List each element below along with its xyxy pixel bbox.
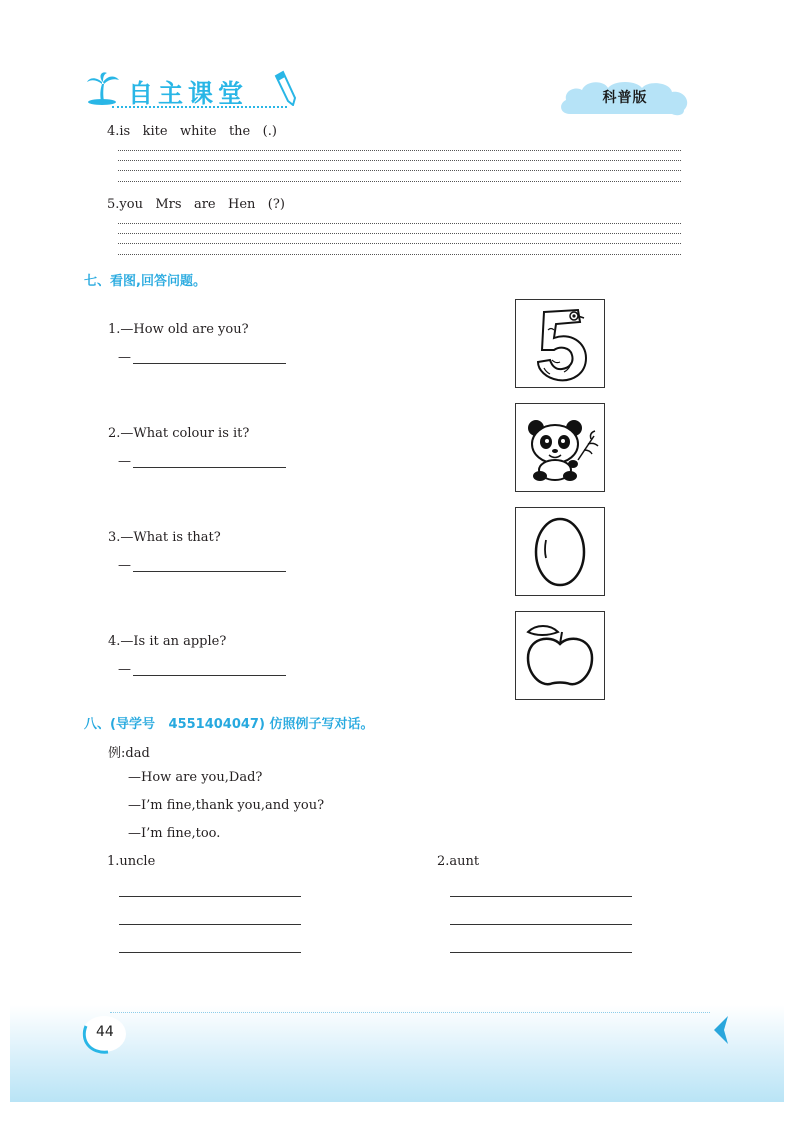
writing-line[interactable] [118, 254, 681, 255]
palm-tree-icon [85, 70, 123, 108]
picture-frame [515, 611, 605, 700]
section-7-title: 七、看图,回答问题。 [84, 274, 206, 289]
task-label-uncle: 1.uncle [107, 854, 156, 869]
answer-line[interactable] [133, 363, 286, 364]
example-line: —I’m fine,too. [128, 826, 221, 841]
answer-line[interactable] [133, 675, 286, 676]
answer-line[interactable] [119, 896, 301, 897]
writing-line[interactable] [118, 181, 681, 182]
page-number: 44 [96, 1024, 114, 1040]
writing-line[interactable] [118, 150, 681, 151]
writing-line[interactable] [118, 223, 681, 224]
writing-line[interactable] [118, 170, 681, 171]
question-text: 3.—What is that? [108, 530, 221, 545]
edition-badge: 科普版 [602, 90, 648, 106]
answer-dash: — [118, 350, 131, 365]
writing-line[interactable] [118, 160, 681, 161]
picture-frame [515, 507, 605, 596]
example-line: —How are you,Dad? [128, 770, 263, 785]
example-label: 例:dad [108, 746, 150, 761]
number-five-icon [516, 300, 604, 387]
reorder-question-4: 4.is kite white the (.) [107, 124, 277, 139]
egg-icon [516, 508, 604, 595]
answer-dash: — [118, 662, 131, 677]
answer-dash: — [118, 558, 131, 573]
writing-line[interactable] [118, 243, 681, 244]
chevron-left-icon[interactable] [710, 1014, 732, 1046]
page-title: 自主课堂 [128, 79, 249, 108]
picture-frame [515, 299, 605, 388]
question-text: 2.—What colour is it? [108, 426, 250, 441]
writing-line[interactable] [118, 233, 681, 234]
answer-line[interactable] [133, 571, 286, 572]
example-line: —I’m fine,thank you,and you? [128, 798, 325, 813]
panda-icon [516, 404, 604, 491]
reorder-question-5: 5.you Mrs are Hen (?) [107, 197, 285, 212]
question-text: 4.—Is it an apple? [108, 634, 227, 649]
pencil-icon [273, 70, 299, 106]
answer-line[interactable] [450, 952, 632, 953]
question-text: 1.—How old are you? [108, 322, 249, 337]
answer-line[interactable] [133, 467, 286, 468]
apple-icon [516, 612, 604, 699]
task-label-aunt: 2.aunt [437, 854, 480, 869]
answer-line[interactable] [450, 924, 632, 925]
picture-frame [515, 403, 605, 492]
footer-divider [110, 1012, 710, 1013]
title-underline [112, 106, 287, 108]
answer-dash: — [118, 454, 131, 469]
answer-line[interactable] [450, 896, 632, 897]
answer-line[interactable] [119, 952, 301, 953]
answer-line[interactable] [119, 924, 301, 925]
section-8-title: 八、(导学号 4551404047) 仿照例子写对话。 [84, 717, 374, 732]
